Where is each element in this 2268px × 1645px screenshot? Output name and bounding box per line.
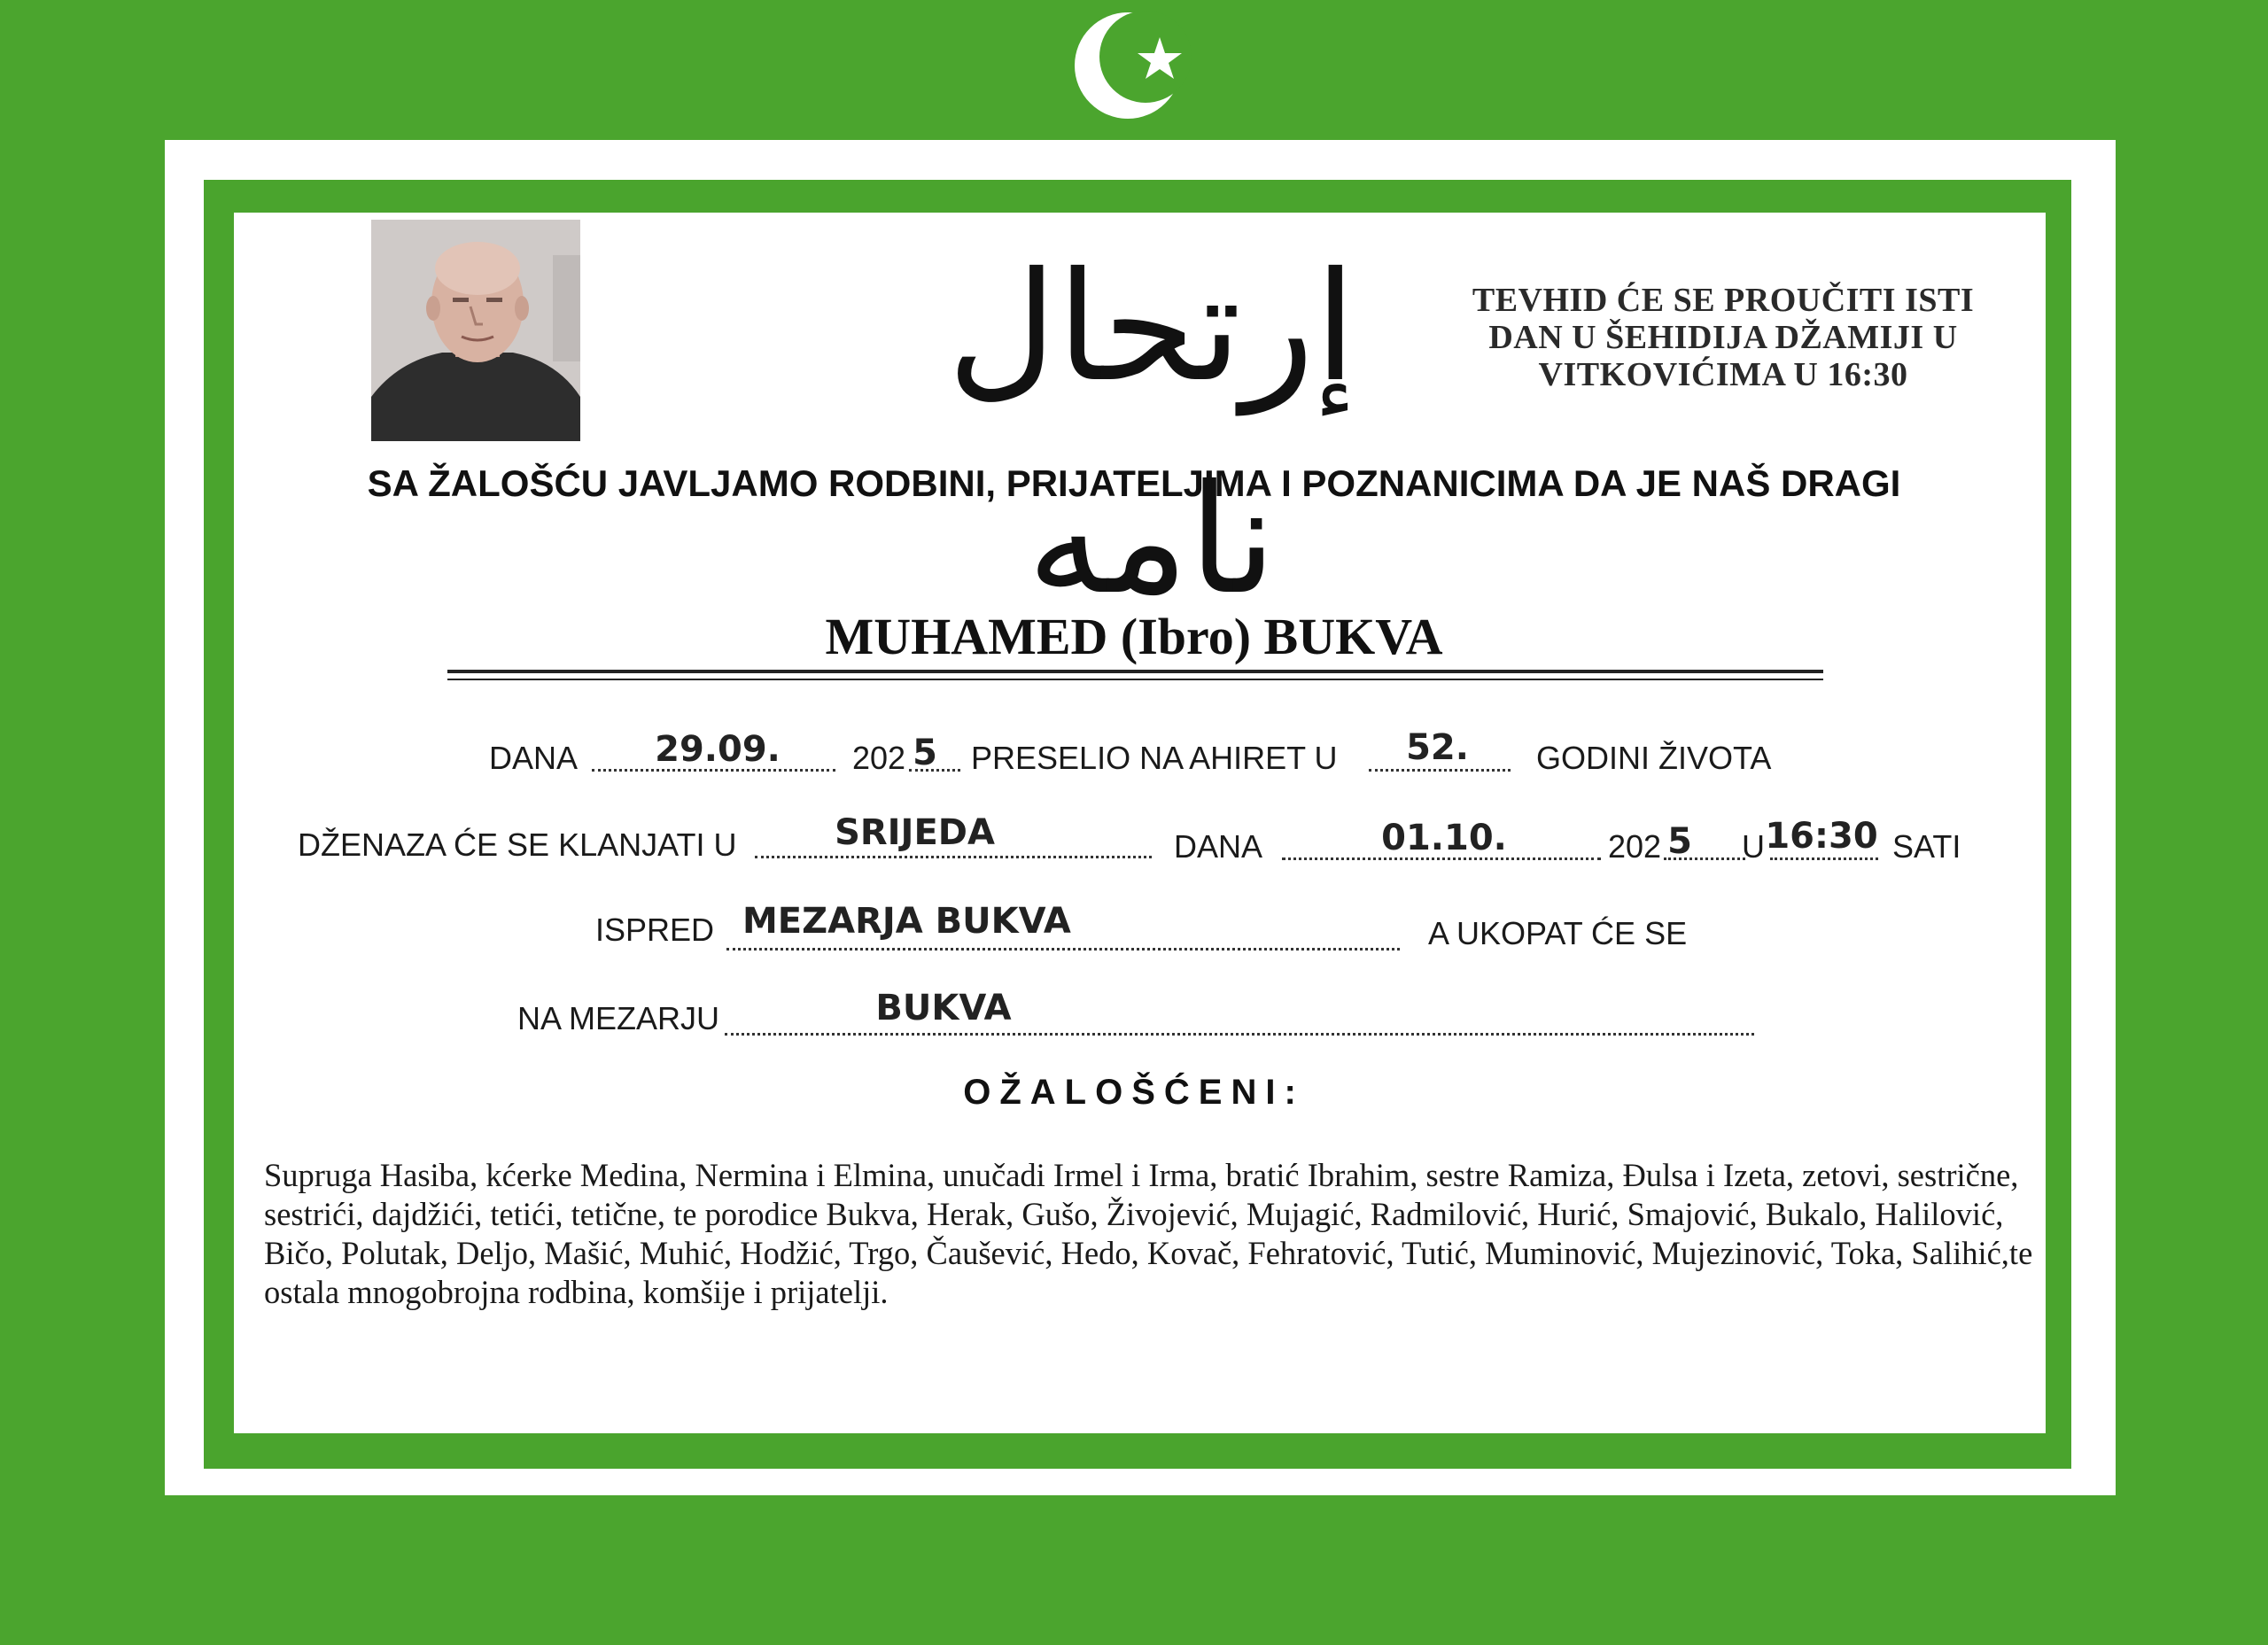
- label-dana: DANA: [1174, 828, 1263, 865]
- label-u: U: [1742, 828, 1765, 865]
- label-dana: DANA: [489, 740, 579, 776]
- deceased-name: MUHAMED (Ibro) BUKVA: [825, 608, 1443, 665]
- death-date: 29.09.: [655, 729, 781, 770]
- funeral-date: 01.10.: [1381, 818, 1507, 858]
- tevhid-line: VITKOVIĆIMA U 16:30: [1538, 356, 1908, 393]
- name-underline-thin: [447, 679, 1823, 680]
- funeral-year-suffix: 5: [1667, 821, 1692, 862]
- label-ispred: ISPRED: [595, 912, 715, 948]
- label-na-mezarju: NA MEZARJU: [517, 1000, 720, 1036]
- tevhid-line: TEVHID ĆE SE PROUČITI ISTI: [1472, 282, 1975, 319]
- announcement-headline: SA ŽALOŠĆU JAVLJAMO RODBINI, PRIJATELJIMA I POZNANICIMA DA JE NAŠ DRAGI: [367, 462, 1901, 504]
- prayer-place: MEZARJA BUKVA: [742, 901, 1071, 942]
- mourners-title: OŽALOŠĆENI:: [963, 1073, 1305, 1112]
- year-prefix: 202: [1608, 828, 1662, 865]
- deceased-photo: [371, 220, 580, 441]
- label-sati: SATI: [1892, 828, 1961, 865]
- dotted-line: [1770, 857, 1878, 860]
- label-dzenaza: DŽENAZA ĆE SE KLANJATI U: [298, 826, 737, 863]
- death-year-suffix: 5: [913, 733, 937, 773]
- funeral-time: 16:30: [1765, 816, 1878, 857]
- dotted-line: [725, 1033, 1754, 1036]
- dotted-line: [755, 856, 1152, 858]
- cemetery-name: BUKVA: [875, 988, 1012, 1028]
- dotted-line: [726, 948, 1400, 951]
- label-ukopat: A UKOPAT ĆE SE: [1428, 915, 1688, 951]
- arabic-heading: إرتحال نامه: [947, 240, 1356, 628]
- label-preselio: PRESELIO NA AHIRET U: [971, 740, 1338, 776]
- name-underline: [447, 670, 1823, 673]
- tevhid-line: DAN U ŠEHIDIJA DŽAMIJI U: [1488, 319, 1958, 356]
- crescent-star-icon: [1075, 4, 1193, 122]
- funeral-day: SRIJEDA: [835, 812, 995, 853]
- mourners-list: Supruga Hasiba, kćerke Medina, Nermina i Elmina, unučadi Irmel i Irma, bratić Ibrahim, sestre Ramiza, Đulsa i Izeta, zetovi, sestrične, sestrići, dajdžići, tetići, tetične, te porodice Bukva, Herak, Gušo, Živojević, Mujagić, Radmilović, Hurić, Smajović, Bukalo, Halilović, Bičo, Polutak, Deljo, Mašić, Muhić, Hodžić, Trgo, Čaušević, Hedo, Kovač, Fehratović, Tutić, Muminović, Mujezinović, Toka, Salihić,te ostala mnogobrojna rodbina, komšije i prijatelji.: [264, 1157, 2033, 1310]
- age: 52.: [1406, 727, 1469, 768]
- tevhid-notice: [1422, 282, 2024, 393]
- dotted-line: [1369, 769, 1511, 772]
- label-godini-zivota: GODINI ŽIVOTA: [1536, 740, 1772, 776]
- year-prefix: 202: [852, 740, 906, 776]
